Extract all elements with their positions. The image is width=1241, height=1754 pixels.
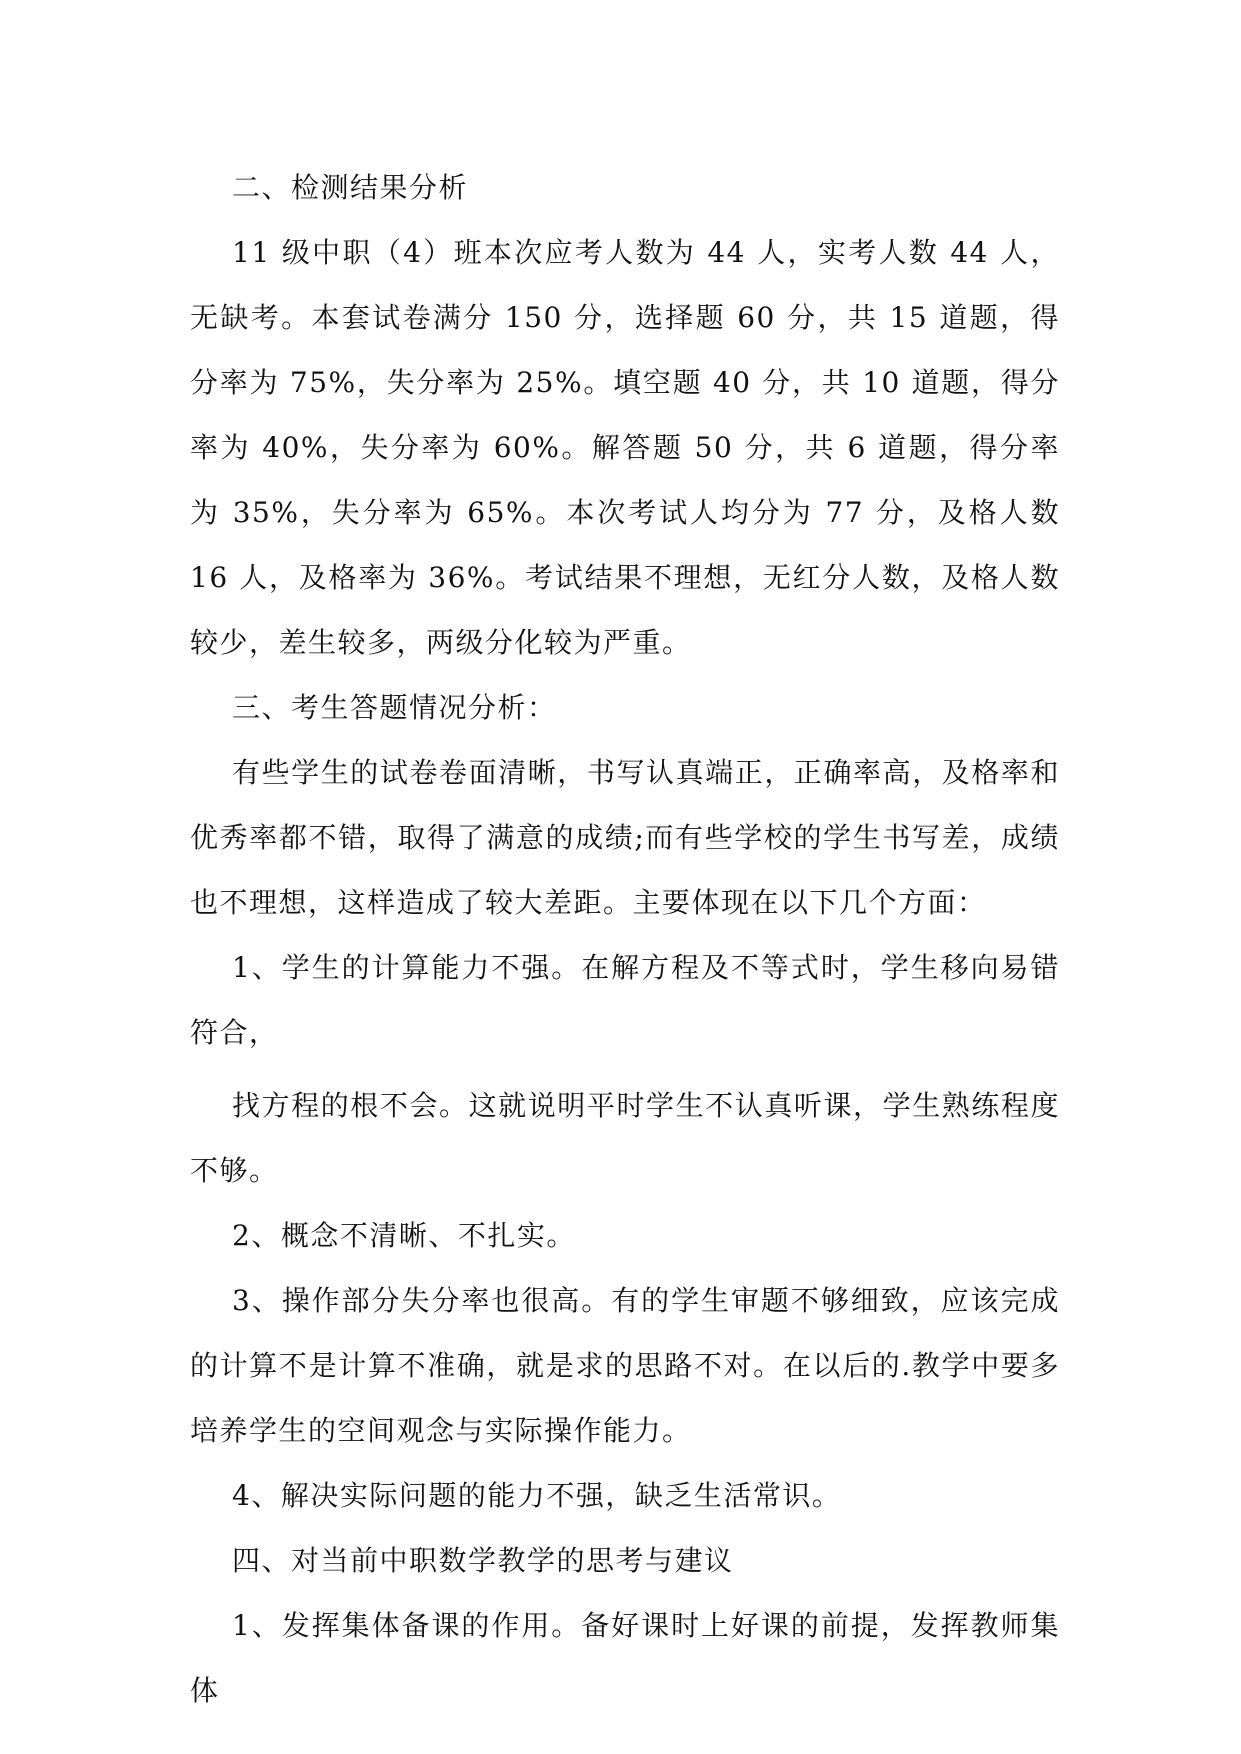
paragraph-calculation-continued: 找方程的根不会。这就说明平时学生不认真听课，学生熟练程度不够。 [190, 1089, 1060, 1187]
document-body [190, 155, 1060, 1723]
list-item-practical: 4、解决实际问题的能力不强，缺乏生活常识。 [232, 1479, 842, 1512]
paragraph-results-summary: 11 级中职（4）班本次应考人数为 44 人，实考人数 44 人，无缺考。本套试卷满分 150 分，选择题 60 分，共 15 道题，得分率为 75%，失分率为 25%。填空题 40 分，共 10 道题，得分率为 40%，失分率为 60%。解答题 50 分，共 6 道题，得分率为 35%，失分率为 65%。本次考试人均分为 77 分，及格人数 16 人，及格率为 36%。考试结果不理想，无红分人数，及格人数较少，差生较多，两级分化较为严重。 [190, 236, 1060, 659]
list-item-concepts: 2、概念不清晰、不扎实。 [232, 1219, 576, 1252]
list-item-calculation: 1、学生的计算能力不强。在解方程及不等式时，学生移向易错符合， [190, 951, 1060, 1049]
list-item-collective-lesson-prep: 1、发挥集体备课的作用。备好课时上好课的前提，发挥教师集体 [190, 1609, 1060, 1707]
section-heading-answer-analysis: 三、考生答题情况分析： [232, 691, 557, 724]
paragraph-answer-overview: 有些学生的试卷卷面清晰，书写认真端正，正确率高，及格率和优秀率都不错，取得了满意的成绩;而有些学校的学生书写差，成绩也不理想，这样造成了较大差距。主要体现在以下几个方面： [190, 756, 1060, 919]
section-heading-results: 二、检测结果分析 [232, 171, 469, 204]
list-item-operations: 3、操作部分失分率也很高。有的学生审题不够细致，应该完成的计算不是计算不准确，就是求的思路不对。在以后的.教学中要多培养学生的空间观念与实际操作能力。 [190, 1284, 1060, 1447]
section-heading-suggestions: 四、对当前中职数学教学的思考与建议 [232, 1544, 734, 1577]
